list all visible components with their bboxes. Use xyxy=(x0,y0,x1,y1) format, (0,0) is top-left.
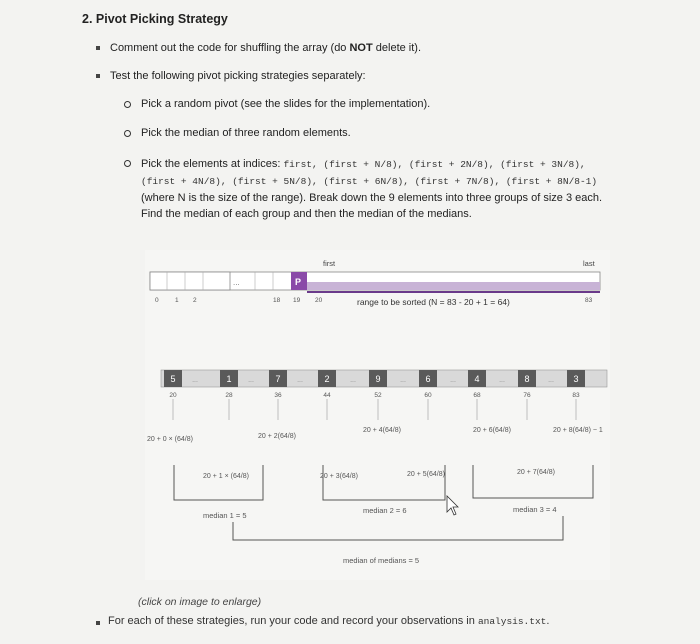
formula: 20 + 2(64/8) xyxy=(258,433,296,440)
bullet-marker xyxy=(96,46,100,50)
para-text: Pick the elements at indices: xyxy=(141,158,284,170)
filename-code: analysis.txt xyxy=(477,616,547,627)
para-text: (where N is the size of the range). Break down the 9 elements into three groups of size 3 each. Find the median of each group and then the median of the medians. xyxy=(141,192,603,220)
sub-bullet-ninther xyxy=(141,156,611,222)
sample-index: 68 xyxy=(473,392,481,399)
sample-index: 60 xyxy=(424,392,432,399)
sample-index: 76 xyxy=(523,392,531,399)
bullet-text: . xyxy=(546,615,550,627)
sub-bullet-marker xyxy=(124,160,131,167)
first-label: first xyxy=(323,259,336,268)
sample-index: 36 xyxy=(274,392,282,399)
index-label: 2 xyxy=(193,297,197,304)
sub-bullet-random-pivot: Pick a random pivot (see the slides for the implementation). xyxy=(141,98,431,110)
median-label-2: median 2 = 6 xyxy=(363,506,407,515)
formula: 20 + 0 × (64/8) xyxy=(147,436,193,443)
sample-ellipsis: ... xyxy=(499,377,505,384)
sub-bullet-marker xyxy=(124,130,131,137)
sample-index: 20 xyxy=(169,392,177,399)
sample-ellipsis: ... xyxy=(400,377,406,384)
sample-index: 52 xyxy=(374,392,382,399)
array-left-block xyxy=(150,272,230,290)
bullet-record-observations xyxy=(108,615,549,627)
sample-index: 28 xyxy=(225,392,233,399)
median-label-3: median 3 = 4 xyxy=(513,505,557,514)
median-label-1: median 1 = 5 xyxy=(203,511,247,520)
section-title: 2. Pivot Picking Strategy xyxy=(82,12,228,26)
pivot-label: P xyxy=(295,277,302,287)
formula: 20 + 5(64/8) xyxy=(407,471,445,478)
bullet-text: Comment out the code for shuffling the array (do xyxy=(110,42,350,54)
sample-ellipsis: ... xyxy=(450,377,456,384)
range-label: range to be sorted (N = 83 - 20 + 1 = 64) xyxy=(357,297,510,307)
bullet-marker xyxy=(96,621,100,625)
index-label: 1 xyxy=(175,297,179,304)
index-label: 83 xyxy=(585,297,593,304)
range-highlight xyxy=(307,282,600,290)
formula: 20 + 7(64/8) xyxy=(517,469,555,476)
index-label: 20 xyxy=(315,297,323,304)
image-caption[interactable]: (click on image to enlarge) xyxy=(138,596,262,608)
sample-value: 3 xyxy=(573,374,579,384)
median-of-medians-label: median of medians = 5 xyxy=(343,556,420,565)
sample-value: 6 xyxy=(425,374,431,384)
bullet-bold: NOT xyxy=(349,42,373,54)
index-label: 0 xyxy=(155,297,159,304)
sample-ellipsis: ... xyxy=(297,377,303,384)
sample-index: 83 xyxy=(572,392,580,399)
formula: 20 + 8(64/8) − 1 xyxy=(553,427,603,434)
index-code: first, (first + N/8), (first + 2N/8), (first + 3N/8), (first + 4N/8), (first + 5N/8), (first + 6N/8), (first + 7N/8), (first + 8N/8-1) xyxy=(141,159,598,187)
bullet-text: delete it). xyxy=(372,42,422,54)
index-label: 19 xyxy=(293,297,301,304)
sample-ellipsis: ... xyxy=(248,377,254,384)
sample-value: 2 xyxy=(324,374,330,384)
formula: 20 + 3(64/8) xyxy=(320,473,358,480)
pivot-diagram[interactable] xyxy=(145,250,610,580)
sample-value: 9 xyxy=(375,374,381,384)
bullet-test-strategies: Test the following pivot picking strategies separately: xyxy=(110,70,366,82)
sub-bullet-marker xyxy=(124,101,131,108)
formula: 20 + 4(64/8) xyxy=(363,427,401,434)
sample-value: 4 xyxy=(474,374,480,384)
array-ellipsis: ... xyxy=(233,278,240,287)
sample-value: 1 xyxy=(226,374,232,384)
sample-value: 7 xyxy=(275,374,281,384)
sample-index: 44 xyxy=(323,392,331,399)
bullet-comment-out xyxy=(110,41,421,55)
sample-ellipsis: ... xyxy=(350,377,356,384)
last-label: last xyxy=(583,259,595,268)
sample-value: 5 xyxy=(170,374,176,384)
sample-ellipsis: ... xyxy=(192,377,198,384)
formula: 20 + 6(64/8) xyxy=(473,427,511,434)
index-label: 18 xyxy=(273,297,281,304)
sample-ellipsis: ... xyxy=(548,377,554,384)
sample-value: 8 xyxy=(524,374,530,384)
formula: 20 + 1 × (64/8) xyxy=(203,473,249,480)
bullet-marker xyxy=(96,74,100,78)
bullet-text: For each of these strategies, run your code and record your observations in xyxy=(108,615,478,627)
sub-bullet-median-three: Pick the median of three random elements. xyxy=(141,127,351,139)
